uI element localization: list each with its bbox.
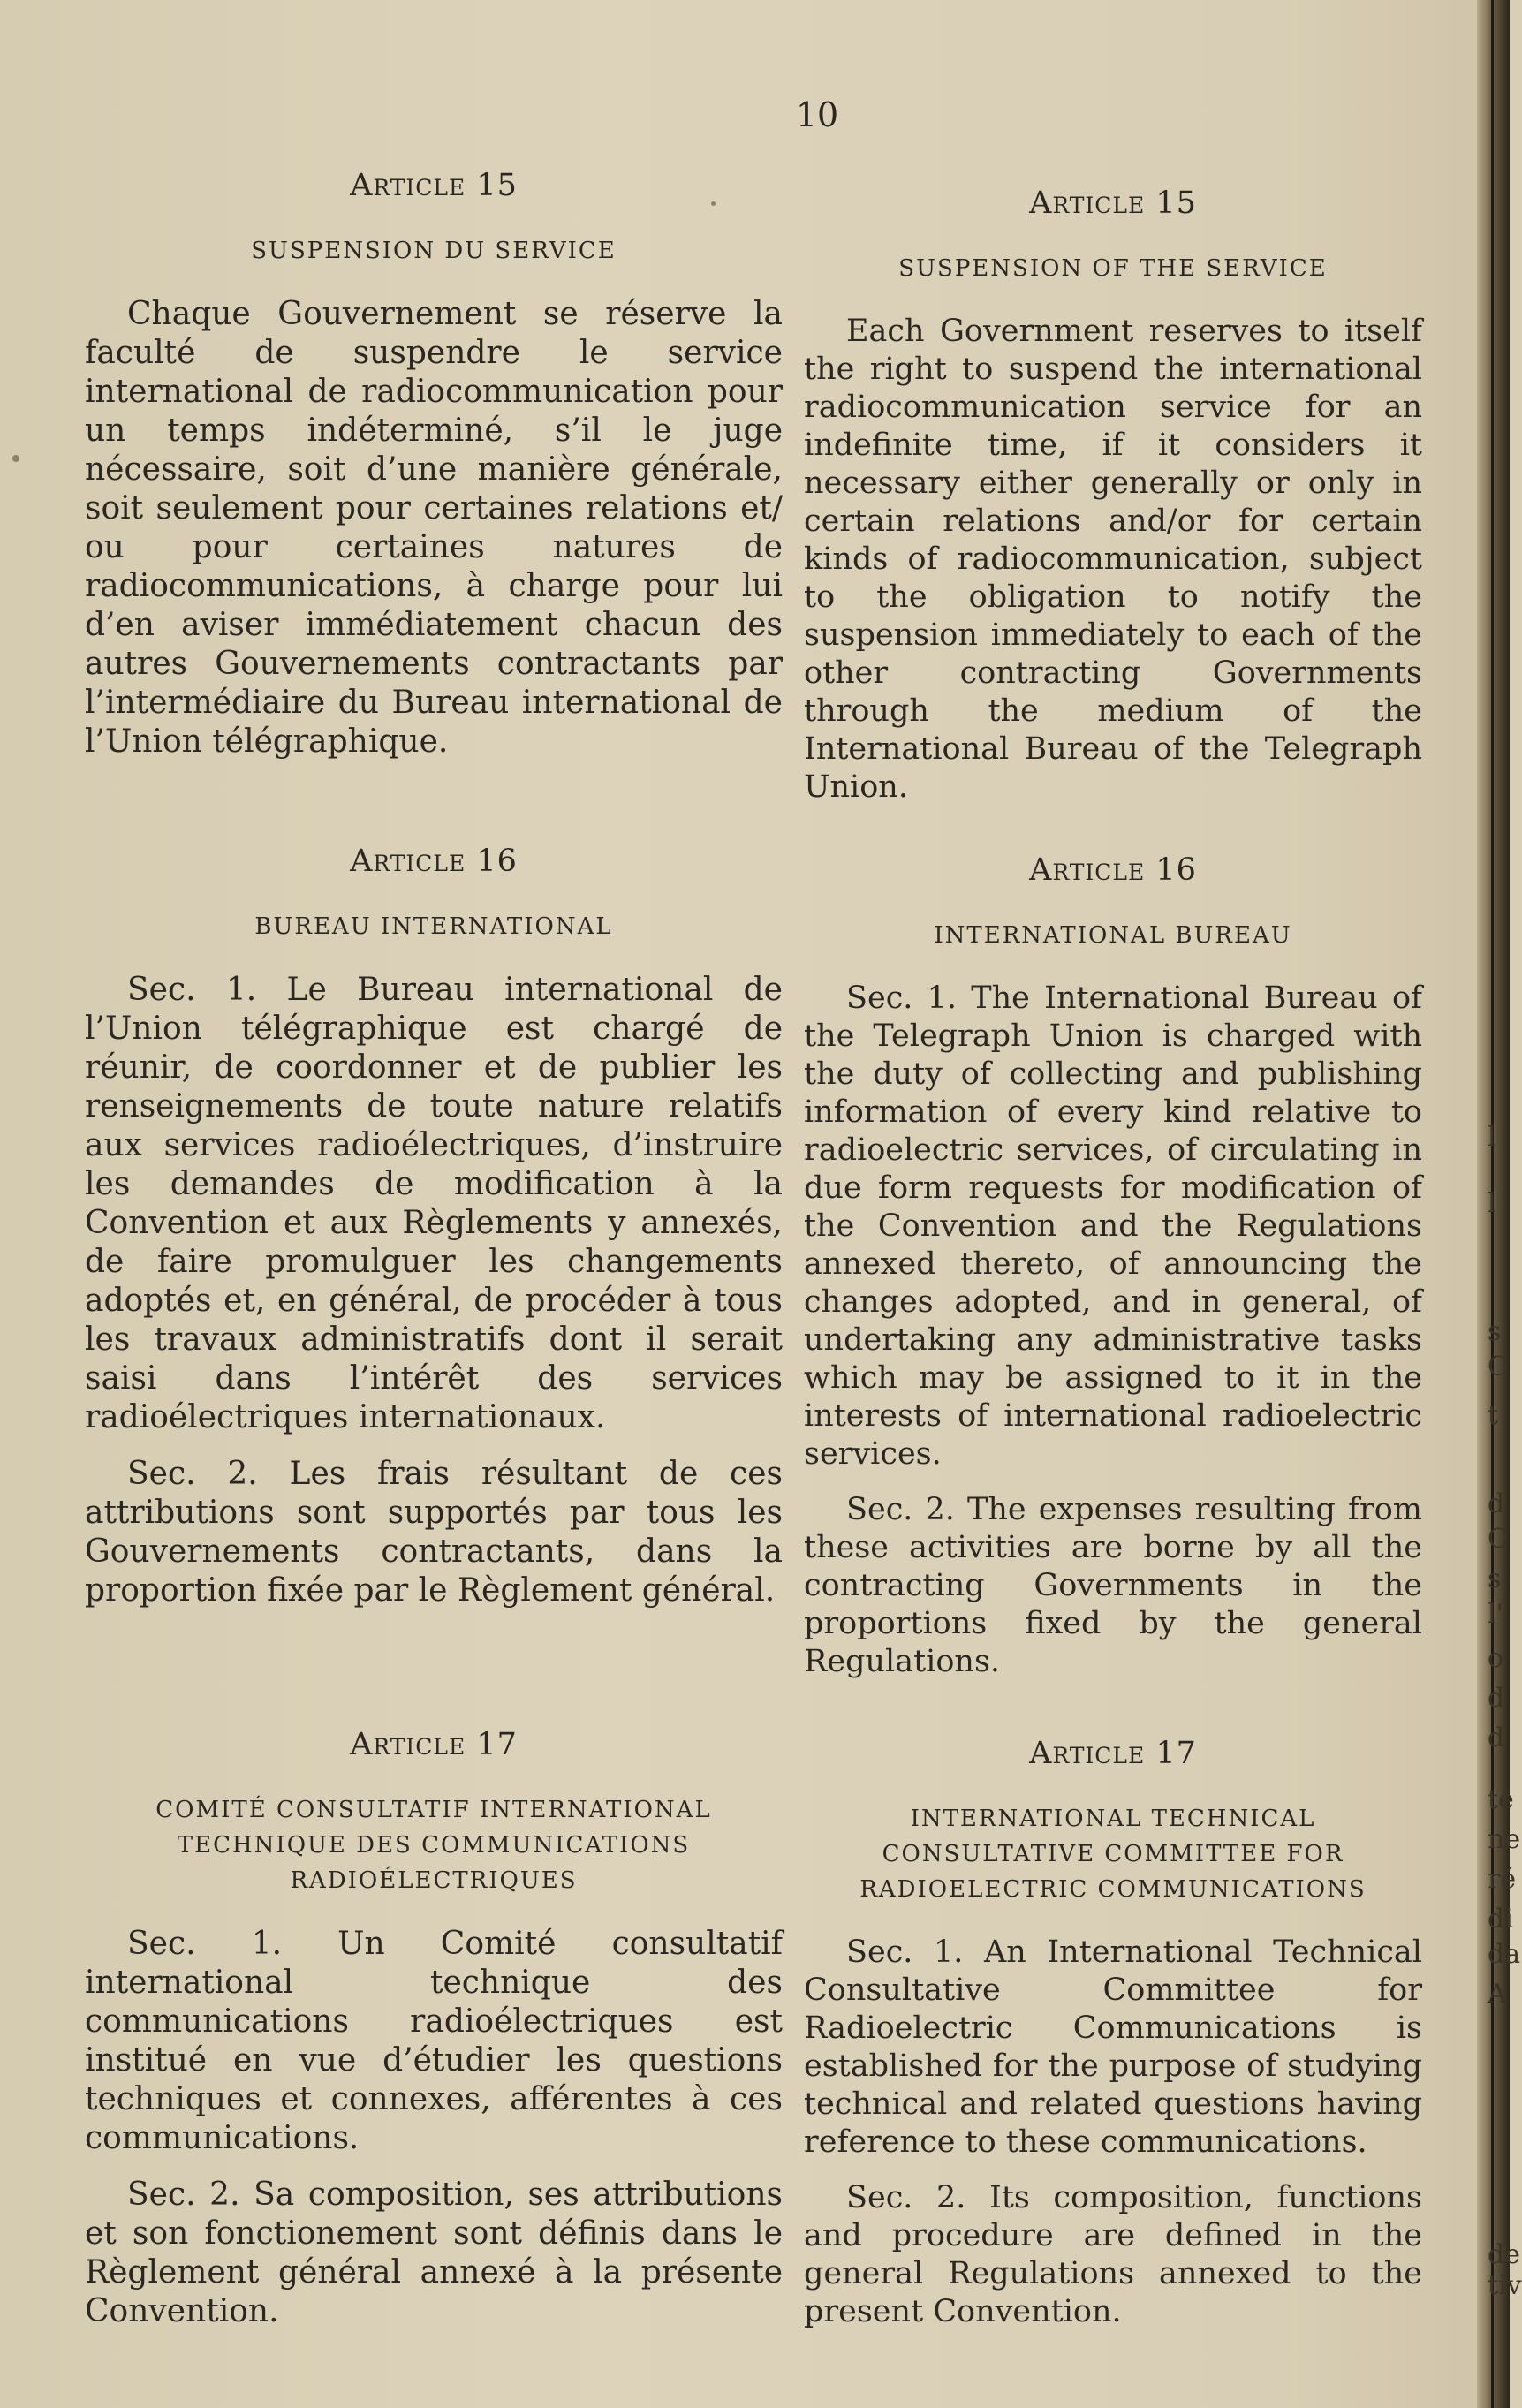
english-article-17 <box>804 1736 1422 2349</box>
article-body <box>85 295 783 761</box>
article-body <box>85 971 783 1610</box>
edge-fragment: d <box>1488 1488 1505 1519</box>
article-title: Article 17 <box>1029 1736 1197 1771</box>
french-article-16 <box>85 844 783 1628</box>
article-title: Article 16 <box>350 844 518 879</box>
article-body <box>85 1925 783 2331</box>
paragraph: Sec. 2. Its composition, functions and procedure are defined in the general Regulations annexed to the present Convention. <box>804 2180 1422 2329</box>
french-article-15 <box>85 168 783 779</box>
paragraph: Sec. 1. Un Comité consultatif international technique des communications radioélectriques est institué en vue d’étudier les questions techniques et connexes, afférentes à ces communications. <box>85 1926 783 2156</box>
english-article-16 <box>804 852 1422 1699</box>
article-title: Article 17 <box>350 1727 518 1762</box>
paragraph: Sec. 1. Le Bureau international de l’Union télégraphique est chargé de réunir, de coordonner et de publier les renseignements de toute nature relatifs aux services radioélectriques, d’instruire les demandes de modification à la Convention et aux Règlements y annexés, de faire promulguer les changements adoptés et, en général, de procéder à tous les travaux administratifs dont il serait saisi dans l’intérêt des services radioélectriques internationaux. <box>85 972 783 1435</box>
edge-fragment: da <box>1488 1939 1521 1970</box>
article-body <box>804 313 1422 806</box>
edge-fragment: s <box>1488 1564 1502 1594</box>
edge-fragment: l <box>1488 1188 1496 1219</box>
edge-fragment: te <box>1488 1784 1514 1815</box>
article-subtitle: INTERNATIONAL BUREAU <box>934 922 1292 949</box>
article-body <box>804 980 1422 1681</box>
paragraph: Sec. 2. Les frais résultant de ces attributions sont supportés par tous les Gouvernements contractants, dans la proportion fixée par le Règlement général. <box>85 1456 783 1609</box>
article-body <box>804 1934 1422 2331</box>
paragraph: Chaque Gouvernement se réserve la faculté de suspendre le service international de radiocommunication pour un temps indéterminé, s’il le juge nécessaire, soit d’une manière générale, soit seulement pour certaines relations et/ ou pour certaines natures de radiocommunications, à charge pour lui d’en aviser immédiatement chacun des autres Gouvernements contractants par l’intermédiaire du Bureau international de l’Union télégraphique. <box>85 296 783 760</box>
paragraph: Sec. 2. The expenses resulting from these activities are borne by all the contracting Governments in the proportions fixed by the general Regulations. <box>804 1492 1422 1679</box>
edge-fragment: l' <box>1488 1599 1503 1630</box>
edge-fragment: d <box>1488 1683 1505 1714</box>
paper-speck <box>12 455 19 462</box>
edge-fragment: ne <box>1488 1824 1521 1855</box>
edge-fragment: C <box>1488 1352 1508 1382</box>
article-subtitle: BUREAU INTERNATIONAL <box>254 913 613 940</box>
article-title: Article 15 <box>350 168 518 203</box>
edge-fragment: tiv <box>1488 2270 1522 2301</box>
edge-fragment: ré <box>1488 1864 1517 1895</box>
edge-fragment: l <box>1488 1122 1496 1153</box>
paragraph: Each Government reserves to itself the right to suspend the international radiocommunication service for an indefinite time, if it considers it necessary either generally or only in certain relations and/or for certain kinds of radiocommunication, subject to the obligation to notify the suspension immediately to each of the other contracting Governments through the medium of the International Bureau of the Telegraph Union. <box>804 314 1422 805</box>
english-article-15 <box>804 186 1422 824</box>
edge-fragment: C <box>1488 1524 1508 1555</box>
page-number: 10 <box>795 95 839 134</box>
article-title: Article 16 <box>1029 852 1197 888</box>
article-subtitle: INTERNATIONAL TECHNICAL CONSULTATIVE COMMITTEE FOR RADIOELECTRIC COMMUNICATIONS <box>859 1806 1367 1903</box>
edge-fragment: o <box>1488 1643 1504 1674</box>
paragraph: Sec. 2. Sa composition, ses attributions et son fonctionement sont définis dans le Règlement général annexé à la présente Convention. <box>85 2177 783 2329</box>
article-title: Article 15 <box>1029 186 1197 221</box>
edge-fragment: t <box>1488 1400 1499 1431</box>
paper-speck <box>711 201 716 206</box>
article-subtitle: SUSPENSION OF THE SERVICE <box>898 255 1328 282</box>
edge-fragment: de <box>1488 2239 1520 2270</box>
article-subtitle: SUSPENSION DU SERVICE <box>251 238 617 264</box>
french-article-17 <box>85 1727 783 2349</box>
edge-fragment: di <box>1488 1904 1513 1935</box>
edge-fragment: d <box>1488 1723 1505 1753</box>
paragraph: Sec. 1. An International Technical Consultative Committee for Radioelectric Communications is established for the purpose of studying technical and related questions having reference to these communications. <box>804 1935 1422 2160</box>
edge-fragment: A <box>1488 1979 1507 2010</box>
paragraph: Sec. 1. The International Bureau of the Telegraph Union is charged with the duty of collecting and publishing information of every kind relative to radioelectric services, of circulating in due form requests for modification of the Convention and the Regulations annexed thereto, of announcing the changes adopted, and in general, of undertaking any administrative tasks which may be assigned to it in the interests of international radioelectric services. <box>804 981 1422 1472</box>
article-subtitle: COMITÉ CONSULTATIF INTERNATIONAL TECHNIQUE DES COMMUNICATIONS RADIOÉLECTRIQUES <box>155 1797 712 1894</box>
edge-fragment: s <box>1488 1316 1502 1347</box>
